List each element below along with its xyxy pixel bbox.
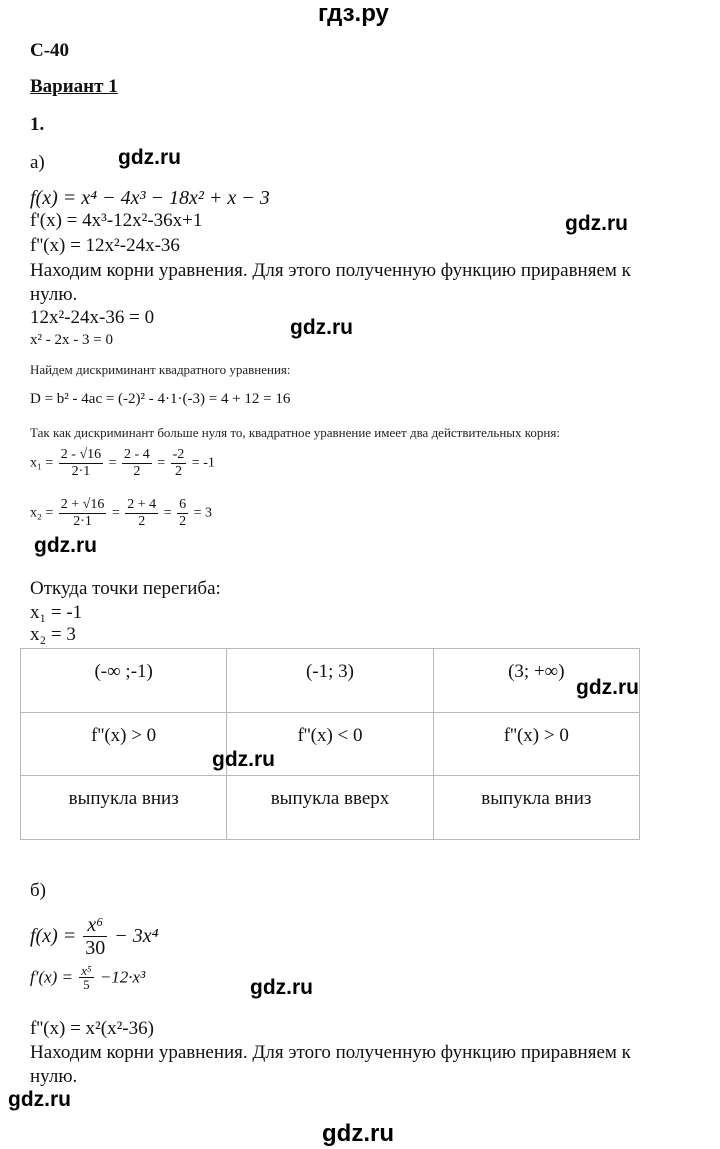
table-cell: (-∞ ;-1) (21, 649, 227, 713)
equation-1: 12x²-24x-36 = 0 (30, 307, 155, 328)
header-watermark: гдз.ру (318, 0, 389, 27)
fraction-denominator: 2·1 (71, 464, 91, 479)
table-cell: (-1; 3) (227, 649, 433, 713)
discriminant-title: Найдем дискриминант квадратного уравнения: (30, 362, 291, 377)
roots-text-b-line2: нулю. (30, 1066, 78, 1087)
root-x1: x₁ = $\frac{2 - √16}{2\cdot 1}$ = $\frac{2 - 4}{2}$ = $\frac{-2}{2}$ = -1 (30, 447, 215, 479)
root-x2: x₂ = $\frac{2 + √16}{2\cdot 1}$ = $\frac{2 + 4}{2}$ = $\frac{6}{2}$ = 3 (30, 497, 212, 529)
footer-watermark: gdz.ru (322, 1120, 394, 1147)
root-x1-lhs: x₁ = (30, 455, 54, 471)
fraction-numerator: 2 + √16 (60, 497, 105, 512)
inflection-point-2: x₂ = 3 (30, 624, 76, 645)
fraction-denominator: 2 (138, 514, 146, 529)
fraction (79, 964, 93, 991)
table-cell: выпукла вниз (433, 776, 639, 840)
function-b (30, 914, 159, 959)
watermark-mark: gdz.ru (290, 316, 353, 339)
part-b-label: б) (30, 880, 46, 901)
inflection-point-1: x₁ = -1 (30, 602, 83, 623)
inflection-title: Откуда точки перегиба: (30, 578, 221, 599)
discriminant-formula: D = b² - 4ac = (-2)² - 4·1·(-3) = 4 + 12 = 16 (30, 391, 291, 407)
watermark-mark: gdz.ru (34, 534, 97, 557)
first-derivative-b-lhs: f′(x) = (30, 967, 74, 987)
first-derivative-b (30, 964, 145, 991)
section-title: С-40 (30, 40, 70, 61)
watermark-mark: gdz.ru (576, 676, 639, 699)
watermark-mark: gdz.ru (118, 146, 181, 169)
function-b-lhs: f(x) = (30, 925, 77, 947)
second-derivative-b: f''(x) = x²(x²-36) (30, 1018, 154, 1039)
table-row (21, 712, 640, 776)
fraction (122, 447, 152, 480)
fraction-denominator: 2 (133, 464, 141, 479)
fraction-numerator: 2 - √16 (60, 447, 102, 462)
task-number: 1. (30, 114, 45, 135)
discriminant-conclusion: Так как дискриминант больше нуля то, квадратное уравнение имеет два действительных корня: (30, 425, 560, 440)
watermark-mark: gdz.ru (250, 976, 313, 999)
function-a (30, 187, 270, 210)
table-cell: f''(x) > 0 (21, 712, 227, 776)
first-derivative-a: f'(x) = 4x³-12x²-36x+1 (30, 210, 203, 231)
first-derivative-b-tail: −12·x³ (99, 967, 146, 987)
fraction-denominator: 2 (174, 464, 182, 479)
watermark-mark: gdz.ru (212, 748, 275, 771)
function-a-lhs: f(x) = (30, 187, 82, 209)
table-row (21, 776, 640, 840)
fraction (171, 447, 187, 480)
table-cell: (3; +∞) (433, 649, 639, 713)
convexity-table (20, 648, 640, 840)
function-a-rhs: x⁴ − 4x³ − 18x² + x − 3 (81, 187, 270, 209)
fraction-numerator: x⁶ (83, 914, 107, 937)
fraction (125, 497, 158, 530)
fraction (59, 447, 103, 480)
fraction-numerator: x⁵ (81, 963, 92, 978)
fraction-numerator: 6 (179, 497, 187, 512)
fraction-numerator: -2 (172, 447, 185, 462)
fraction-denominator: 30 (85, 937, 106, 959)
roots-text-a-line1: Находим корни уравнения. Для этого полученную функцию приравняем к (30, 260, 631, 281)
fraction-denominator: 2·1 (73, 514, 92, 529)
fraction-numerator: 2 - 4 (124, 447, 150, 462)
fraction (83, 914, 107, 959)
fraction-denominator: 5 (83, 977, 90, 992)
watermark-mark: gdz.ru (8, 1088, 71, 1111)
table-cell: выпукла вверх (227, 776, 433, 840)
fraction-numerator: 2 + 4 (127, 497, 157, 512)
second-derivative-a: f''(x) = 12x²-24x-36 (30, 235, 180, 256)
table-cell: выпукла вниз (21, 776, 227, 840)
variant-title: Вариант 1 (30, 76, 118, 97)
roots-text-a-line2: нулю. (30, 284, 78, 305)
fraction-denominator: 2 (179, 514, 187, 529)
watermark-mark: gdz.ru (565, 212, 628, 235)
root-x1-value: = -1 (191, 455, 215, 471)
equation-2: x² - 2x - 3 = 0 (30, 332, 113, 348)
root-x2-value: = 3 (193, 505, 212, 521)
roots-text-b-line1: Находим корни уравнения. Для этого полученную функцию приравняем к (30, 1042, 631, 1063)
part-a-label: а) (30, 152, 45, 173)
table-cell: f''(x) > 0 (433, 712, 639, 776)
table-cell: f''(x) < 0 (227, 712, 433, 776)
function-b-tail: − 3x⁴ (114, 925, 159, 947)
fraction (59, 497, 107, 530)
fraction (177, 497, 188, 530)
root-x2-lhs: x₂ = (30, 505, 54, 521)
table-row (21, 649, 640, 713)
